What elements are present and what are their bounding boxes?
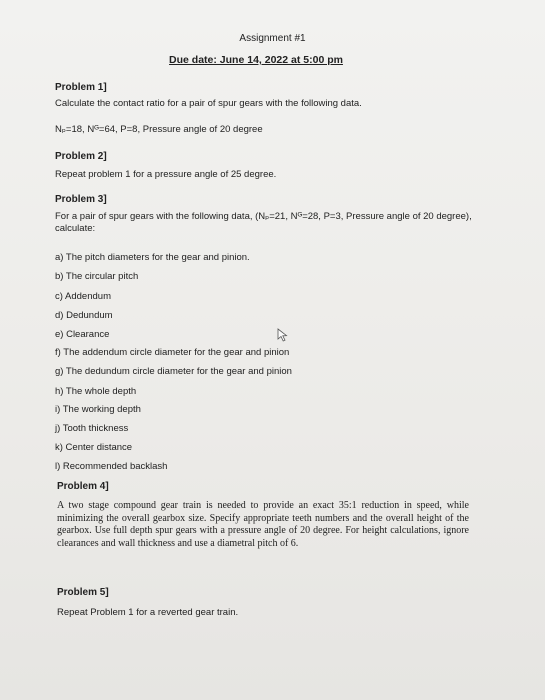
problem-4-text: A two stage compound gear train is needed to provide an exact 35:1 reduction in speed, while minimizing the overall gearbox size. Specify appropriate teeth numbers and the overall height of the gearbox. Use full depth spur gears with a pressure angle of 20 degree. For height calculations, ignore clearances and wall thickness and use a diametral pitch of 6. [57, 500, 469, 549]
list-item: k) Center distance [55, 442, 133, 453]
problem-2-text: Repeat problem 1 for a pressure angle of 25 degree. [55, 169, 277, 180]
list-item: e) Clearance [55, 329, 110, 340]
problem-1-text: Calculate the contact ratio for a pair of spur gears with the following data. [55, 98, 362, 109]
problem-5-text: Repeat Problem 1 for a reverted gear train. [57, 607, 239, 618]
due-date: Due date: June 14, 2022 at 5:00 pm [169, 54, 343, 66]
mouse-pointer-icon [277, 328, 289, 342]
problem-3-text: For a pair of spur gears with the following data, (Nₚ=21, Nᴳ=28, P=3, Pressure angle of 20 degree), calculate: [55, 211, 472, 235]
problem-2-heading: Problem 2] [55, 151, 107, 162]
list-item: b) The circular pitch [55, 271, 139, 282]
problem-1-data: Nₚ=18, Nᴳ=64, P=8, Pressure angle of 20 degree [55, 124, 263, 135]
problem-5-heading: Problem 5] [57, 587, 109, 598]
list-item: h) The whole depth [55, 386, 137, 397]
list-item: j) Tooth thickness [55, 423, 129, 434]
list-item: c) Addendum [55, 291, 111, 302]
list-item: a) The pitch diameters for the gear and pinion. [55, 252, 250, 263]
list-item: d) Dedundum [55, 310, 113, 321]
problem-4-heading: Problem 4] [57, 481, 109, 492]
list-item: l) Recommended backlash [55, 461, 168, 472]
list-item: i) The working depth [55, 404, 141, 415]
page-title: Assignment #1 [239, 33, 306, 44]
problem-1-heading: Problem 1] [55, 82, 107, 93]
problem-3-heading: Problem 3] [55, 194, 107, 205]
list-item: f) The addendum circle diameter for the gear and pinion [55, 347, 290, 358]
list-item: g) The dedundum circle diameter for the gear and pinion [55, 366, 292, 377]
